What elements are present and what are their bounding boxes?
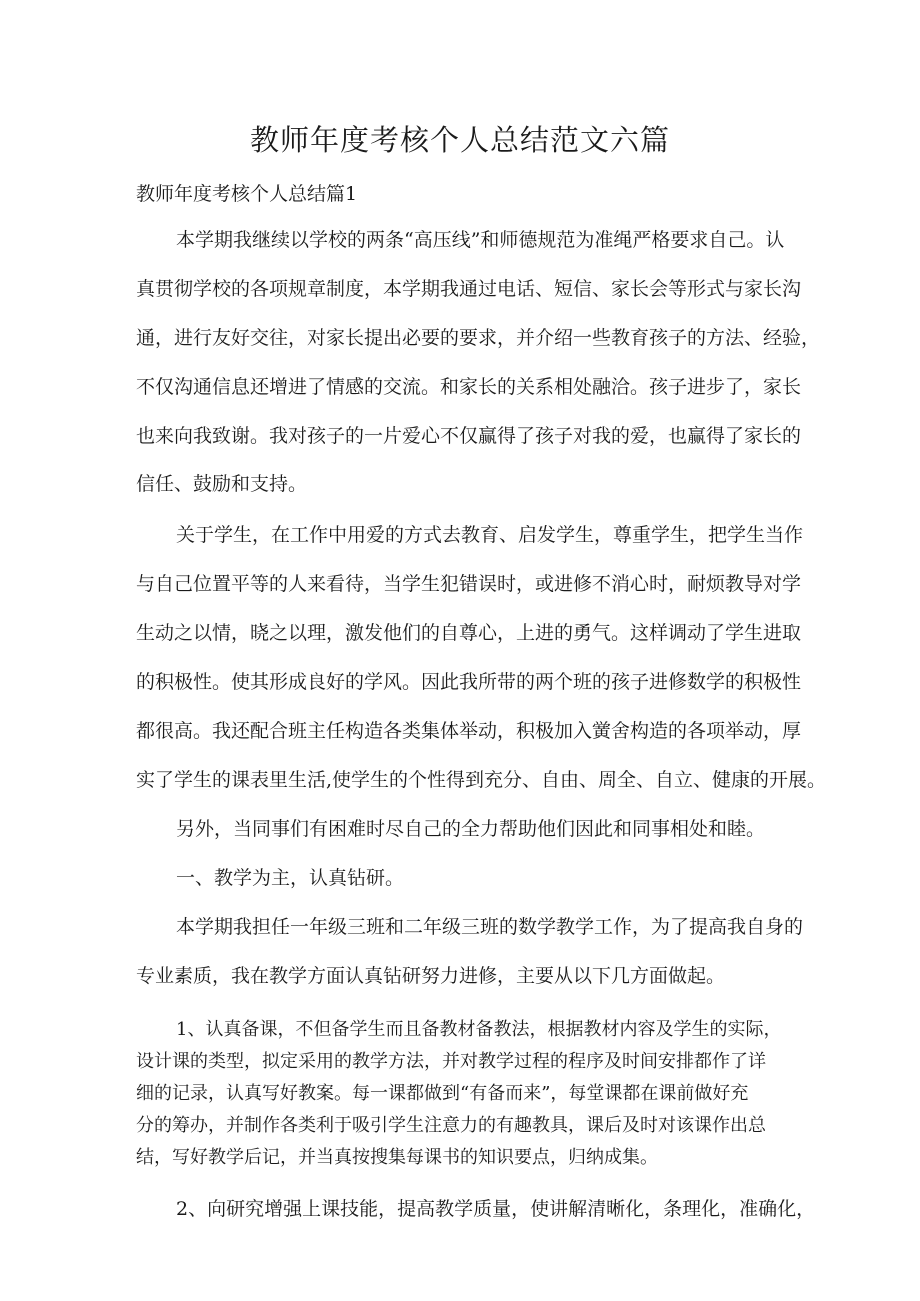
list-item-line: 设计课的类型，拟定采用的教学方法，并对教学过程的程序及时间安排都作了详 bbox=[136, 1051, 766, 1072]
paragraph-line: 生动之以情，晓之以理，激发他们的自尊心，上进的勇气。这样调动了学生进取 bbox=[136, 622, 802, 644]
paragraph-line: 实了学生的课表里生活,使学生的个性得到充分、自由、周全、自立、健康的开展。 bbox=[136, 769, 827, 791]
paragraph-line: 关于学生，在工作中用爱的方式去教育、启发学生，尊重学生，把学生当作 bbox=[176, 524, 804, 546]
paragraph-line: 另外，当同事们有困难时尽自己的全力帮助他们因此和同事相处和睦。 bbox=[176, 818, 766, 840]
list-item-line: 细的记录，认真写好教案。每一课都做到“有备而来”，每堂课都在课前做好充 bbox=[136, 1083, 749, 1104]
section-heading: 一、教学为主，认真钻研。 bbox=[176, 867, 405, 889]
paragraph-line: 真贯彻学校的各项规章制度，本学期我通过电话、短信、家长会等形式与家长沟 bbox=[136, 278, 802, 300]
paragraph-line: 都很高。我还配合班主任构造各类集体举动，积极加入黉舍构造的各项举动，厚 bbox=[136, 720, 802, 742]
paragraph-line: 专业素质，我在教学方面认真钻研努力进修，主要从以下几方面做起。 bbox=[136, 965, 726, 987]
paragraph-line: 不仅沟通信息还增进了情感的交流。和家长的关系相处融洽。孩子进步了，家长 bbox=[136, 376, 802, 398]
section-subtitle: 教师年度考核个人总结篇1 bbox=[136, 183, 358, 205]
paragraph-line: 也来向我致谢。我对孩子的一片爱心不仅赢得了孩子对我的爱，也赢得了家长的 bbox=[136, 425, 802, 447]
paragraph-line: 本学期我担任一年级三班和二年级三班的数学教学工作，为了提高我自身的 bbox=[176, 916, 804, 938]
paragraph-line: 信任、鼓励和支持。 bbox=[136, 473, 308, 495]
list-item-line: 1、认真备课，不但备学生而且备教材备教法，根据教材内容及学生的实际， bbox=[176, 1019, 782, 1040]
list-item-line: 分的筹办，并制作各类利于吸引学生注意力的有趣教具，课后及时对该课作出总 bbox=[136, 1115, 766, 1136]
document-title: 教师年度考核个人总结范文六篇 bbox=[249, 123, 670, 157]
paragraph-line: 与自己位置平等的人来看待，当学生犯错误时，或进修不消心时，耐烦教导对学 bbox=[136, 573, 802, 595]
paragraph-line: 的积极性。使其形成良好的学风。因此我所带的两个班的孩子进修数学的积极性 bbox=[136, 671, 802, 693]
list-item-line: 2、向研究增强上课技能，提高教学质量，使讲解清晰化，条理化，准确化， bbox=[176, 1198, 816, 1220]
paragraph-line: 通，进行友好交往，对家长提出必要的要求，并介绍一些教育孩子的方法、经验， bbox=[136, 327, 821, 349]
list-item-line: 结，写好教学后记，并当真按搜集每课书的知识要点，归纳成集。 bbox=[136, 1147, 658, 1168]
paragraph-line: 本学期我继续以学校的两条“高压线”和师德规范为准绳严格要求自己。认 bbox=[176, 229, 785, 251]
